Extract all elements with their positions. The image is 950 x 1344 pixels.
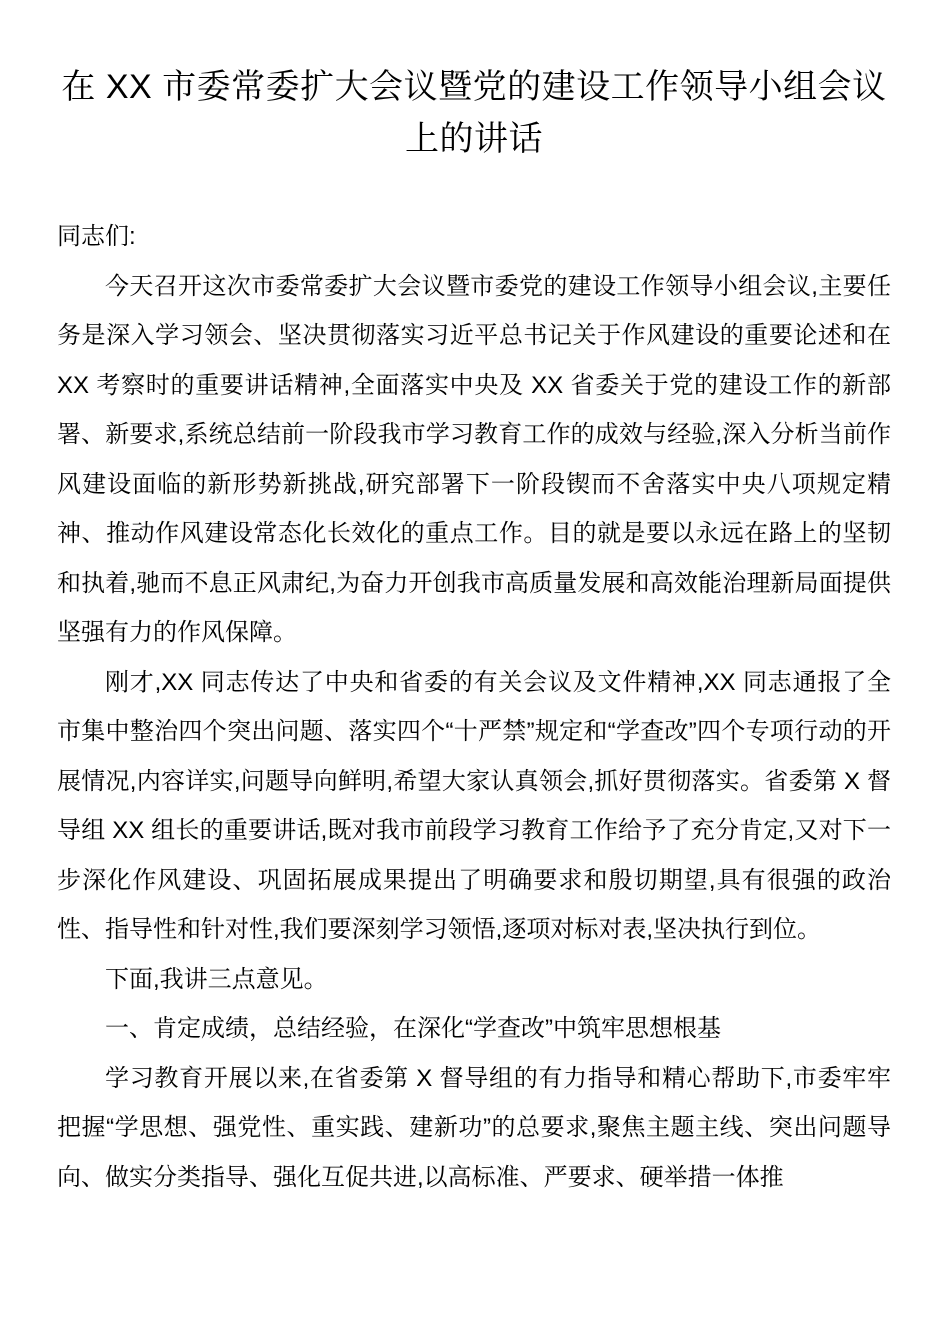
section-heading: 一、肯定成绩，总结经验，在深化“学查改”中筑牢思想根基 bbox=[105, 1015, 721, 1042]
salutation: 同志们: bbox=[57, 223, 136, 250]
body-paragraph: 学习教育开展以来,在省委第 X 督导组的有力指导和精心帮助下,市委牢牢把握“学思想、强党性、重实践、建新功”的总要求,聚焦主题主线、突出问题导向、做实分类指导、强化互促共进,以高标准、严要求、硬举措一体推 bbox=[57, 1064, 891, 1191]
document-title: 在 XX 市委常委扩大会议暨党的建设工作领导小组会议上的讲话 bbox=[61, 68, 887, 158]
body-paragraph: 今天召开这次市委常委扩大会议暨市委党的建设工作领导小组会议,主要任务是深入学习领会、坚决贯彻落实习近平总书记关于作风建设的重要论述和在 XX 考察时的重要讲话精神,全面落实中央及 XX 省委关于党的建设工作的新部署、新要求,系统总结前一阶段我市学习教育工作的成效与经验,深入分析当前作风建设面临的新形势新挑战,研究部署下一阶段锲而不舍落实中央八项规定精神、推动作风建设常态化长效化的重点工作。目的就是要以永远在路上的坚韧和执着,驰而不息正风肃纪,为奋力开创我市高质量发展和高效能治理新局面提供坚强有力的作风保障。 bbox=[57, 272, 891, 646]
body-paragraph: 下面,我讲三点意见。 bbox=[105, 965, 328, 993]
body-paragraph: 刚才,XX 同志传达了中央和省委的有关会议及文件精神,XX 同志通报了全市集中整治四个突出问题、落实四个“十严禁”规定和“学查改”四个专项行动的开展情况,内容详实,问题导向鲜明,希望大家认真领会,抓好贯彻落实。省委第 X 督导组 XX 组长的重要讲话,既对我市前段学习教育工作给予了充分肯定,又对下一步深化作风建设、巩固拓展成果提出了明确要求和殷切期望,具有很强的政治性、指导性和针对性,我们要深刻学习领悟,逐项对标对表,坚决执行到位。 bbox=[57, 668, 891, 943]
